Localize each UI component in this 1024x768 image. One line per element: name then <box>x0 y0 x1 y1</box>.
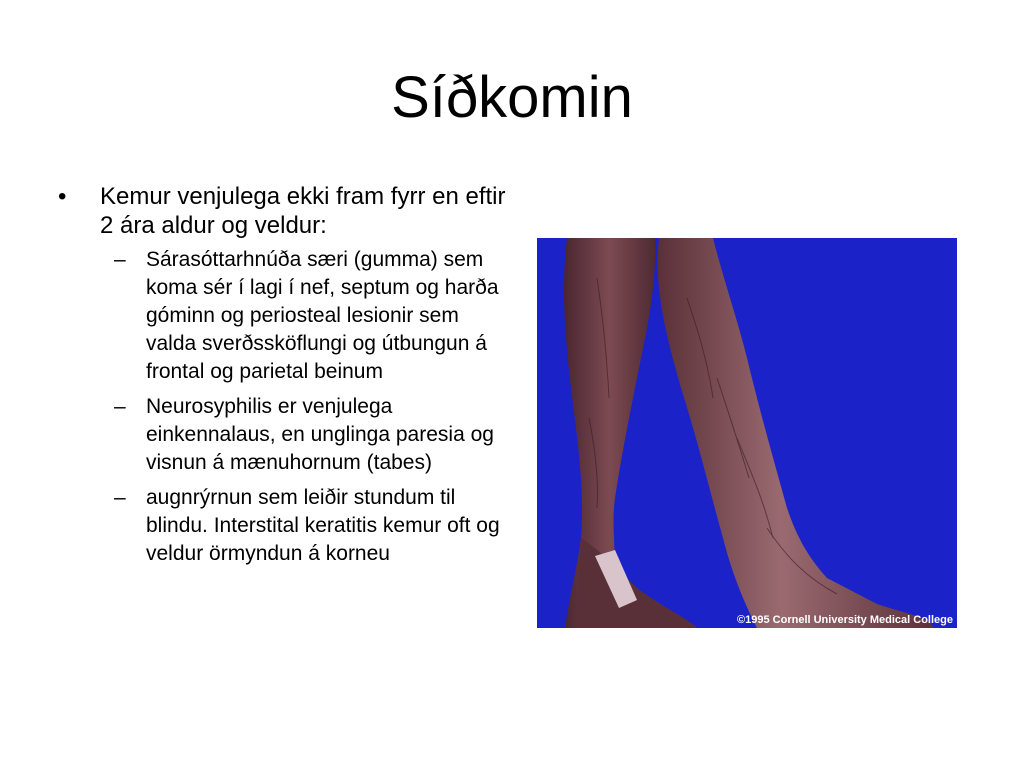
bullet-list <box>58 182 508 575</box>
photo-caption: ©1995 Cornell University Medical College <box>737 614 953 626</box>
sub-bullet-text: Neurosyphilis er venjulega einkennalaus, en unglinga paresia og visnun á mænuhornum (tabes) <box>146 395 494 474</box>
sub-bullet-item <box>58 246 508 386</box>
sub-bullet-text: augnrýrnun sem leiðir stundum til blindu. Interstital keratitis kemur oft og veldur örmyndun á korneu <box>146 486 500 565</box>
legs-photo <box>537 238 957 628</box>
dash-marker: – <box>114 486 126 509</box>
sub-bullet-list <box>58 246 508 568</box>
bullet-item <box>58 182 508 240</box>
legs-illustration <box>537 238 957 628</box>
sub-bullet-item <box>58 484 508 568</box>
bullet-text: Kemur venjulega ekki fram fyrr en eftir 2 ára aldur og veldur: <box>100 183 506 239</box>
dash-marker: – <box>114 248 126 271</box>
dash-marker: – <box>114 395 126 418</box>
sub-bullet-text: Sárasóttarhnúða særi (gumma) sem koma sér í lagi í nef, septum og harða góminn og periosteal lesionir sem valda sverðssköflungi og útbungun á frontal og parietal beinum <box>146 248 499 383</box>
bullet-marker: • <box>58 183 67 210</box>
slide-title: Síðkomin <box>391 65 633 130</box>
sub-bullet-item <box>58 393 508 477</box>
